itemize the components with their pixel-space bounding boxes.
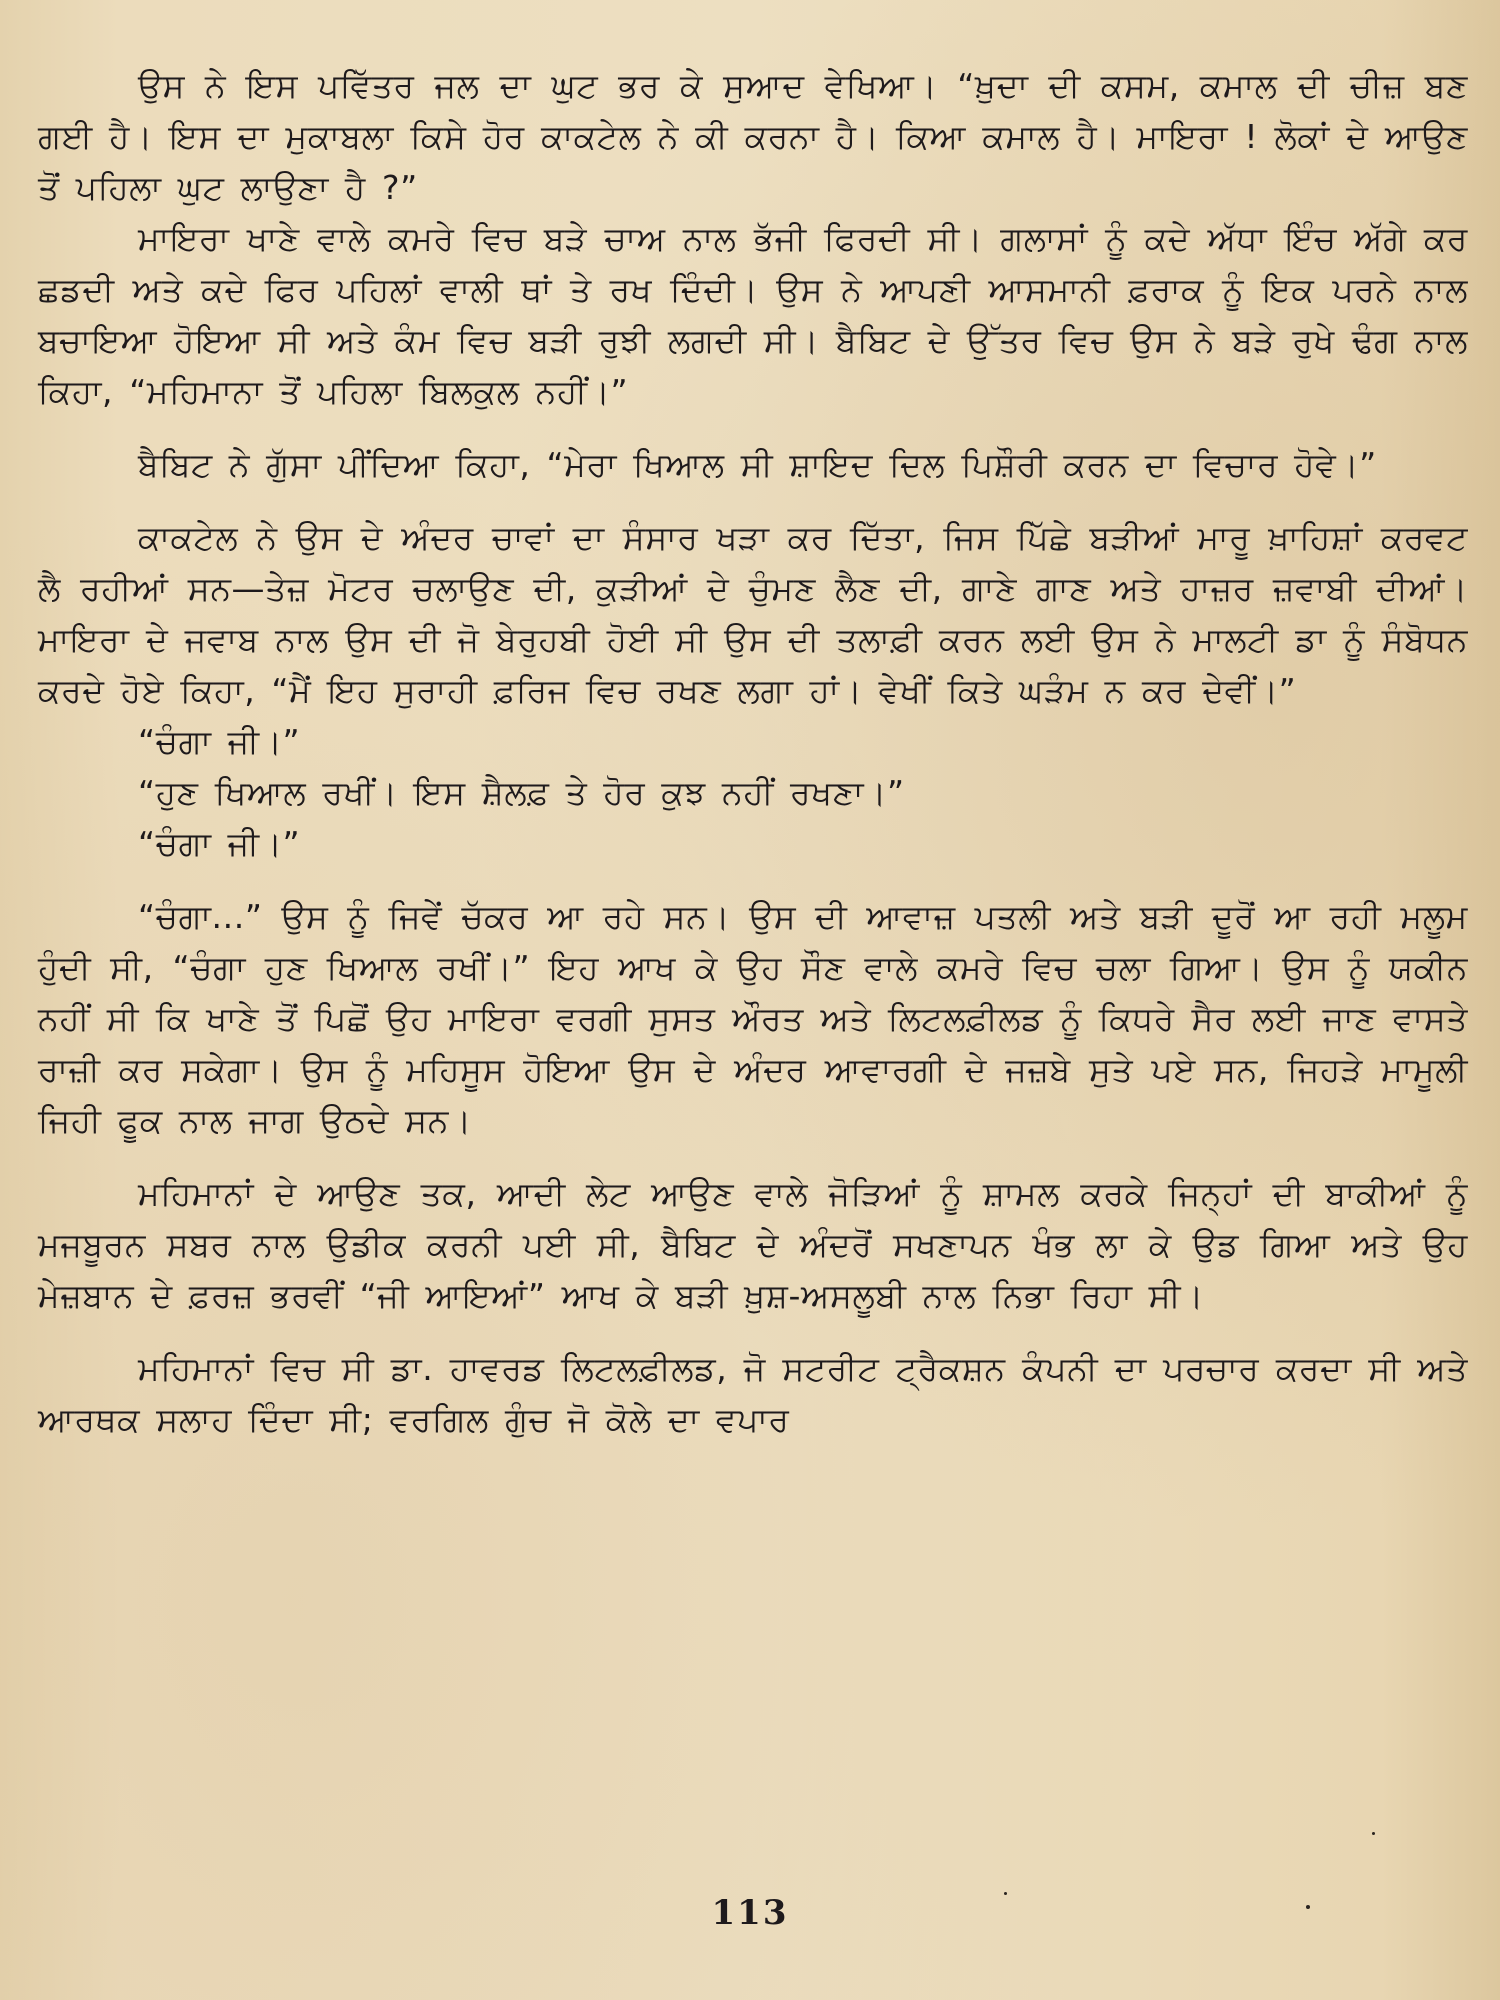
body-text (38, 60, 1468, 1445)
paragraph: ਮਹਿਮਾਨਾਂ ਦੇ ਆਉਣ ਤਕ, ਆਦੀ ਲੇਟ ਆਉਣ ਵਾਲੇ ਜੋੜਿਆਂ ਨੂੰ ਸ਼ਾਮਲ ਕਰਕੇ ਜਿਨ੍ਹਾਂ ਦੀ ਬਾਕੀਆਂ ਨੂੰ ਮਜਬੂਰਨ ਸਬਰ ਨਾਲ ਉਡੀਕ ਕਰਨੀ ਪਈ ਸੀ, ਬੈਬਿਟ ਦੇ ਅੰਦਰੋਂ ਸਖਣਾਪਨ ਖੰਭ ਲਾ ਕੇ ਉਡ ਗਿਆ ਅਤੇ ਉਹ ਮੇਜ਼ਬਾਨ ਦੇ ਫ਼ਰਜ਼ ਭਰਵੀਂ “ਜੀ ਆਇਆਂ” ਆਖ ਕੇ ਬੜੀ ਖ਼ੁਸ਼-ਅਸਲੂਬੀ ਨਾਲ ਨਿਭਾ ਰਿਹਾ ਸੀ। (38, 1174, 1468, 1315)
paragraph: ਮਹਿਮਾਨਾਂ ਵਿਚ ਸੀ ਡਾ. ਹਾਵਰਡ ਲਿਟਲਫ਼ੀਲਡ, ਜੋ ਸਟਰੀਟ ਟ੍ਰੈਕਸ਼ਨ ਕੰਪਨੀ ਦਾ ਪਰਚਾਰ ਕਰਦਾ ਸੀ ਅਤੇ ਆਰਥਕ ਸਲਾਹ ਦਿੰਦਾ ਸੀ; ਵਰਗਿਲ ਗੁੰਚ ਜੋ ਕੋਲੇ ਦਾ ਵਪਾਰ (38, 1349, 1468, 1439)
ink-speck (1004, 1892, 1007, 1895)
dialogue-line: “ਹੁਣ ਖਿਆਲ ਰਖੀਂ। ਇਸ ਸ਼ੈਲਫ਼ ਤੇ ਹੋਰ ਕੁਝ ਨਹੀਂ ਰਖਣਾ।” (138, 773, 905, 812)
paragraph: ਉਸ ਨੇ ਇਸ ਪਵਿੱਤਰ ਜਲ ਦਾ ਘੁਟ ਭਰ ਕੇ ਸੁਆਦ ਵੇਖਿਆ। “ਖ਼ੁਦਾ ਦੀ ਕਸਮ, ਕਮਾਲ ਦੀ ਚੀਜ਼ ਬਣ ਗਈ ਹੈ। ਇਸ ਦਾ ਮੁਕਾਬਲਾ ਕਿਸੇ ਹੋਰ ਕਾਕਟੇਲ ਨੇ ਕੀ ਕਰਨਾ ਹੈ। ਕਿਆ ਕਮਾਲ ਹੈ। ਮਾਇਰਾ ! ਲੋਕਾਂ ਦੇ ਆਉਣ ਤੋਂ ਪਹਿਲਾ ਘੁਟ ਲਾਉਣਾ ਹੈ ?” (38, 66, 1468, 207)
ink-speck (1372, 1832, 1375, 1835)
dialogue-line: “ਚੰਗਾ ਜੀ।” (138, 824, 301, 863)
paragraph: “ਚੰਗਾ...” ਉਸ ਨੂੰ ਜਿਵੇਂ ਚੱਕਰ ਆ ਰਹੇ ਸਨ। ਉਸ ਦੀ ਆਵਾਜ਼ ਪਤਲੀ ਅਤੇ ਬੜੀ ਦੂਰੋਂ ਆ ਰਹੀ ਮਲੂਮ ਹੁੰਦੀ ਸੀ, “ਚੰਗਾ ਹੁਣ ਖਿਆਲ ਰਖੀਂ।” ਇਹ ਆਖ ਕੇ ਉਹ ਸੌਣ ਵਾਲੇ ਕਮਰੇ ਵਿਚ ਚਲਾ ਗਿਆ। ਉਸ ਨੂੰ ਯਕੀਨ ਨਹੀਂ ਸੀ ਕਿ ਖਾਣੇ ਤੋਂ ਪਿਛੋਂ ਉਹ ਮਾਇਰਾ ਵਰਗੀ ਸੁਸਤ ਔਰਤ ਅਤੇ ਲਿਟਲਫ਼ੀਲਡ ਨੂੰ ਕਿਧਰੇ ਸੈਰ ਲਈ ਜਾਣ ਵਾਸਤੇ ਰਾਜ਼ੀ ਕਰ ਸਕੇਗਾ। ਉਸ ਨੂੰ ਮਹਿਸੂਸ ਹੋਇਆ ਉਸ ਦੇ ਅੰਦਰ ਆਵਾਰਗੀ ਦੇ ਜਜ਼ਬੇ ਸੁਤੇ ਪਏ ਸਨ, ਜਿਹੜੇ ਮਾਮੂਲੀ ਜਿਹੀ ਫੂਕ ਨਾਲ ਜਾਗ ਉਠਦੇ ਸਨ। (38, 897, 1468, 1140)
paragraph: ਬੈਬਿਟ ਨੇ ਗੁੱਸਾ ਪੀਂਦਿਆ ਕਿਹਾ, “ਮੇਰਾ ਖਿਆਲ ਸੀ ਸ਼ਾਇਦ ਦਿਲ ਪਿਸ਼ੌਰੀ ਕਰਨ ਦਾ ਵਿਚਾਰ ਹੋਵੇ।” (138, 445, 1377, 484)
page-number: 113 (711, 1893, 789, 1933)
ink-speck (1306, 1905, 1310, 1909)
dialogue-line: “ਚੰਗਾ ਜੀ।” (138, 722, 301, 761)
paragraph: ਕਾਕਟੇਲ ਨੇ ਉਸ ਦੇ ਅੰਦਰ ਚਾਵਾਂ ਦਾ ਸੰਸਾਰ ਖੜਾ ਕਰ ਦਿੱਤਾ, ਜਿਸ ਪਿੱਛੇ ਬੜੀਆਂ ਮਾਰੂ ਖ਼ਾਹਿਸ਼ਾਂ ਕਰਵਟ ਲੈ ਰਹੀਆਂ ਸਨ—ਤੇਜ਼ ਮੋਟਰ ਚਲਾਉਣ ਦੀ, ਕੁੜੀਆਂ ਦੇ ਚੁੰਮਣ ਲੈਣ ਦੀ, ਗਾਣੇ ਗਾਣ ਅਤੇ ਹਾਜ਼ਰ ਜ਼ਵਾਬੀ ਦੀਆਂ। ਮਾਇਰਾ ਦੇ ਜਵਾਬ ਨਾਲ ਉਸ ਦੀ ਜੋ ਬੇਰੁਹਬੀ ਹੋਈ ਸੀ ਉਸ ਦੀ ਤਲਾਫ਼ੀ ਕਰਨ ਲਈ ਉਸ ਨੇ ਮਾਲਟੀ ਡਾ ਨੂੰ ਸੰਬੋਧਨ ਕਰਦੇ ਹੋਏ ਕਿਹਾ, “ਮੈਂ ਇਹ ਸੁਰਾਹੀ ਫ਼ਰਿਜ ਵਿਚ ਰਖਣ ਲਗਾ ਹਾਂ। ਵੇਖੀਂ ਕਿਤੇ ਘੜੰਮ ਨ ਕਰ ਦੇਵੀਂ।” (38, 518, 1468, 710)
paragraph: ਮਾਇਰਾ ਖਾਣੇ ਵਾਲੇ ਕਮਰੇ ਵਿਚ ਬੜੇ ਚਾਅ ਨਾਲ ਭੱਜੀ ਫਿਰਦੀ ਸੀ। ਗਲਾਸਾਂ ਨੂੰ ਕਦੇ ਅੱਧਾ ਇੰਚ ਅੱਗੇ ਕਰ ਛਡਦੀ ਅਤੇ ਕਦੇ ਫਿਰ ਪਹਿਲਾਂ ਵਾਲੀ ਥਾਂ ਤੇ ਰਖ ਦਿੰਦੀ। ਉਸ ਨੇ ਆਪਣੀ ਆਸਮਾਨੀ ਫ਼ਰਾਕ ਨੂੰ ਇਕ ਪਰਨੇ ਨਾਲ ਬਚਾਇਆ ਹੋਇਆ ਸੀ ਅਤੇ ਕੰਮ ਵਿਚ ਬੜੀ ਰੁਝੀ ਲਗਦੀ ਸੀ। ਬੈਬਿਟ ਦੇ ਉੱਤਰ ਵਿਚ ਉਸ ਨੇ ਬੜੇ ਰੁਖੇ ਢੰਗ ਨਾਲ ਕਿਹਾ, “ਮਹਿਮਾਨਾ ਤੋਂ ਪਹਿਲਾ ਬਿਲਕੁਲ ਨਹੀਂ।” (38, 219, 1468, 411)
